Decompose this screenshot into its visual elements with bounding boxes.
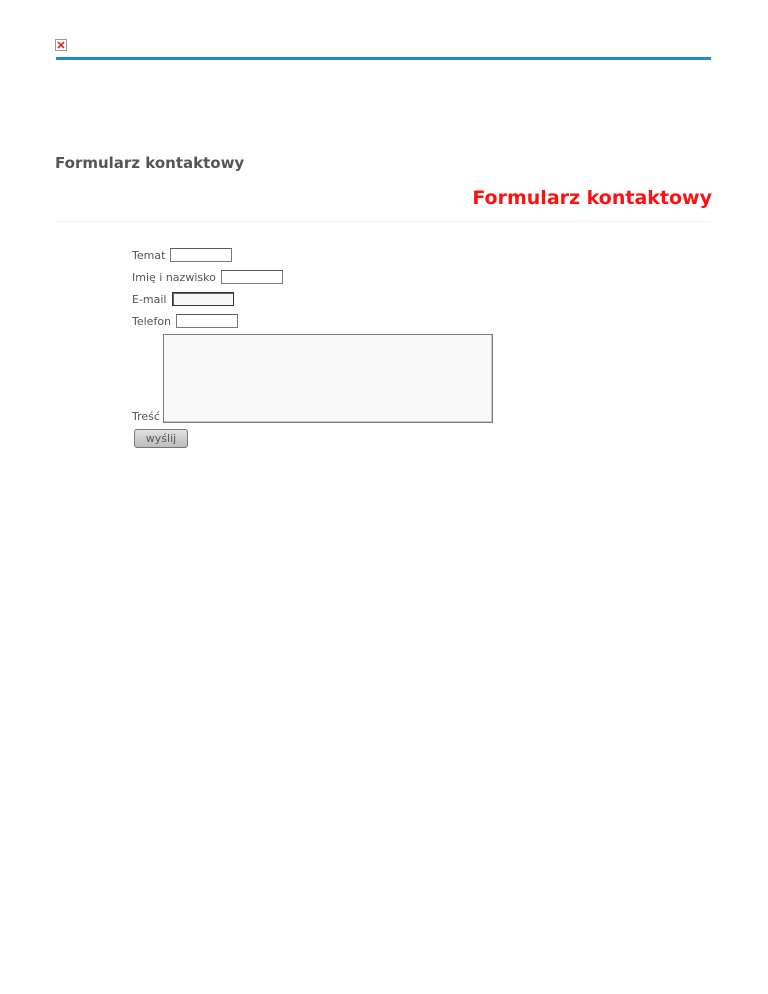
- email-label: E-mail: [132, 292, 167, 306]
- page-title: Formularz kontaktowy: [55, 154, 245, 172]
- phone-row: [132, 310, 532, 332]
- message-textarea[interactable]: [163, 334, 493, 423]
- broken-image-icon: [55, 39, 67, 51]
- subject-input[interactable]: [170, 248, 232, 262]
- email-row: [132, 288, 532, 310]
- name-row: [132, 266, 532, 288]
- phone-label: Telefon: [132, 314, 172, 328]
- name-input[interactable]: [221, 270, 283, 284]
- phone-input[interactable]: [176, 314, 238, 328]
- message-row: [132, 334, 532, 423]
- broken-image-cross: [57, 41, 65, 49]
- contact-form: [132, 244, 532, 448]
- subject-label: Temat: [132, 248, 166, 262]
- subject-row: [132, 244, 532, 266]
- email-input[interactable]: [172, 292, 234, 306]
- submit-button[interactable]: wyślij: [134, 429, 188, 448]
- heading-divider: [56, 221, 711, 222]
- name-label: Imię i nazwisko: [132, 270, 216, 284]
- form-heading: Formularz kontaktowy: [472, 187, 712, 209]
- message-label: Treść: [132, 410, 160, 423]
- header-divider: [56, 57, 711, 60]
